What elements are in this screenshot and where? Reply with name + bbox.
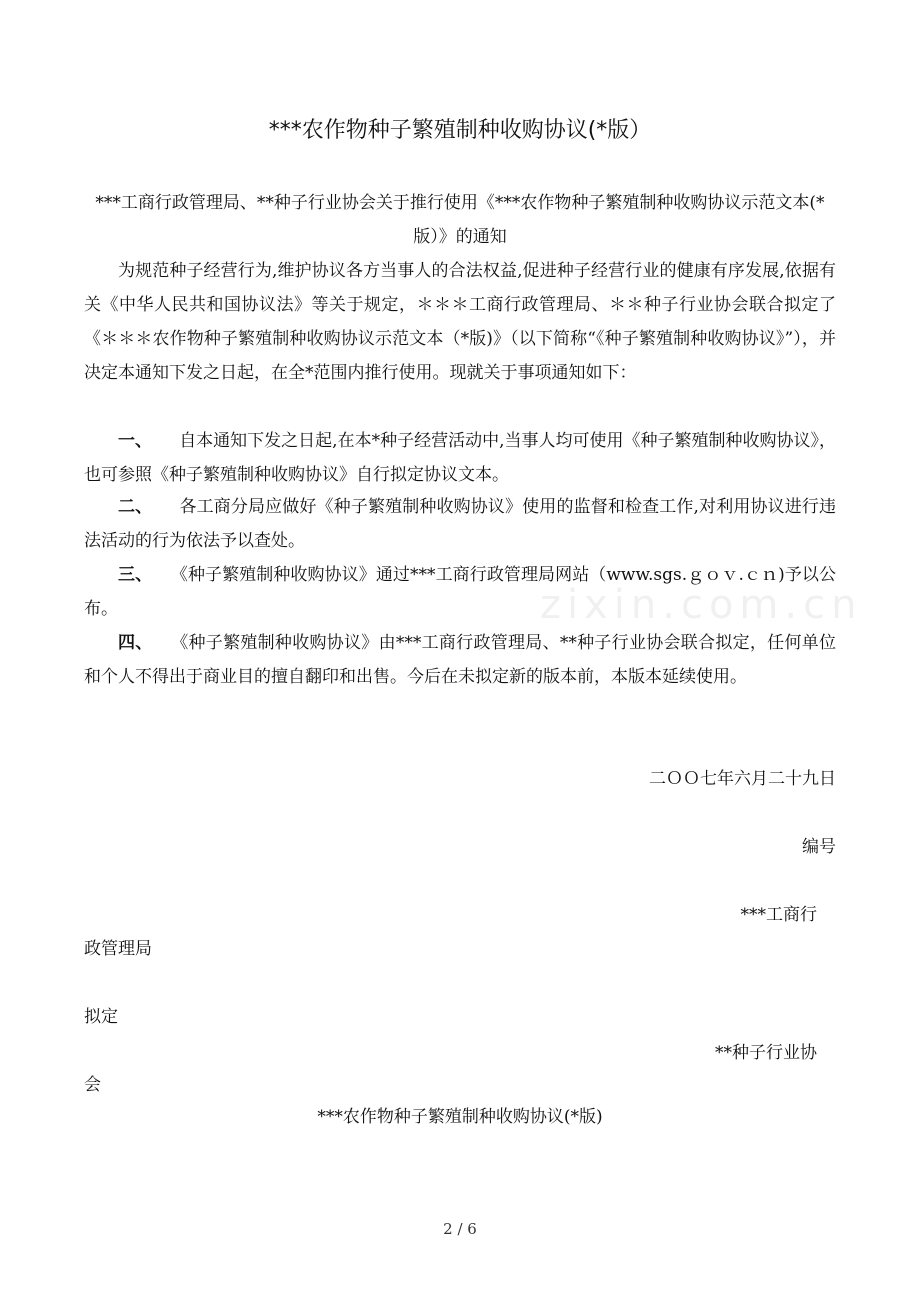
item-text: 各工商分局应做好《种子繁殖制种收购协议》使用的监督和检查工作,对利用协议进行违法活动的行为依法予以查处。: [84, 497, 837, 551]
watermark: zixin.com.cn: [540, 582, 863, 628]
list-item: [84, 558, 836, 626]
list-item: [84, 424, 836, 492]
drafted-label: 拟定: [84, 1007, 118, 1027]
notice-title: ***工商行政管理局、**种子行业协会关于推行使用《***农作物种子繁殖制种收购协议示范文本(*版）》的通知: [95, 193, 825, 247]
issuer-2-line1: **种子行业协: [715, 1043, 817, 1063]
document-title: ***农作物种子繁殖制种收购协议(*版）: [268, 118, 652, 143]
issuer-1-line2: 政管理局: [84, 939, 152, 959]
issuer-2-line2: 会: [84, 1075, 101, 1095]
list-item: [84, 626, 836, 694]
bottom-title: ***农作物种子繁殖制种收购协议(*版): [317, 1107, 603, 1127]
page-number: 2 / 6: [443, 1220, 477, 1238]
item-text: 自本通知下发之日起,在本*种子经营活动中,当事人均可使用《种子繁殖制种收购协议》，也可参照《种子繁殖制种收购协议》自行拟定协议文本。: [84, 431, 836, 485]
item-label: 四、: [118, 633, 153, 653]
item-label: 三、: [118, 565, 153, 585]
issuer-1-line1: ***工商行: [740, 905, 817, 925]
date: 二ＯＯ七年六月二十九日: [649, 769, 836, 789]
item-text: 《种子繁殖制种收购协议》由***工商行政管理局、**种子行业协会联合拟定，任何单位和个人不得出于商业目的擅自翻印和出售。今后在未拟定新的版本前，本版本延续使用。: [84, 633, 837, 687]
item-label: 二、: [118, 497, 153, 517]
intro-paragraph: 为规范种子经营行为,维护协议各方当事人的合法权益,促进种子经营行业的健康有序发展,依据有关《中华人民共和国协议法》等关于规定，＊＊＊工商行政管理局、＊＊种子行业协会联合拟定了《＊＊＊农作物种子繁殖制种收购协议示范文本（*版)》（以下简称“《种子繁殖制种收购协议》”），并决定本通知下发之日起，在全*范围内推行使用。现就关于事项通知如下：: [84, 261, 836, 383]
item-text: 《种子繁殖制种收购协议》通过***工商行政管理局网站（www.sgs.ｇｏｖ.ｃｎ)予以公布。: [84, 565, 837, 619]
item-label: 一、: [118, 431, 152, 451]
list-item: [84, 490, 836, 558]
number-label: 编号: [802, 837, 836, 857]
